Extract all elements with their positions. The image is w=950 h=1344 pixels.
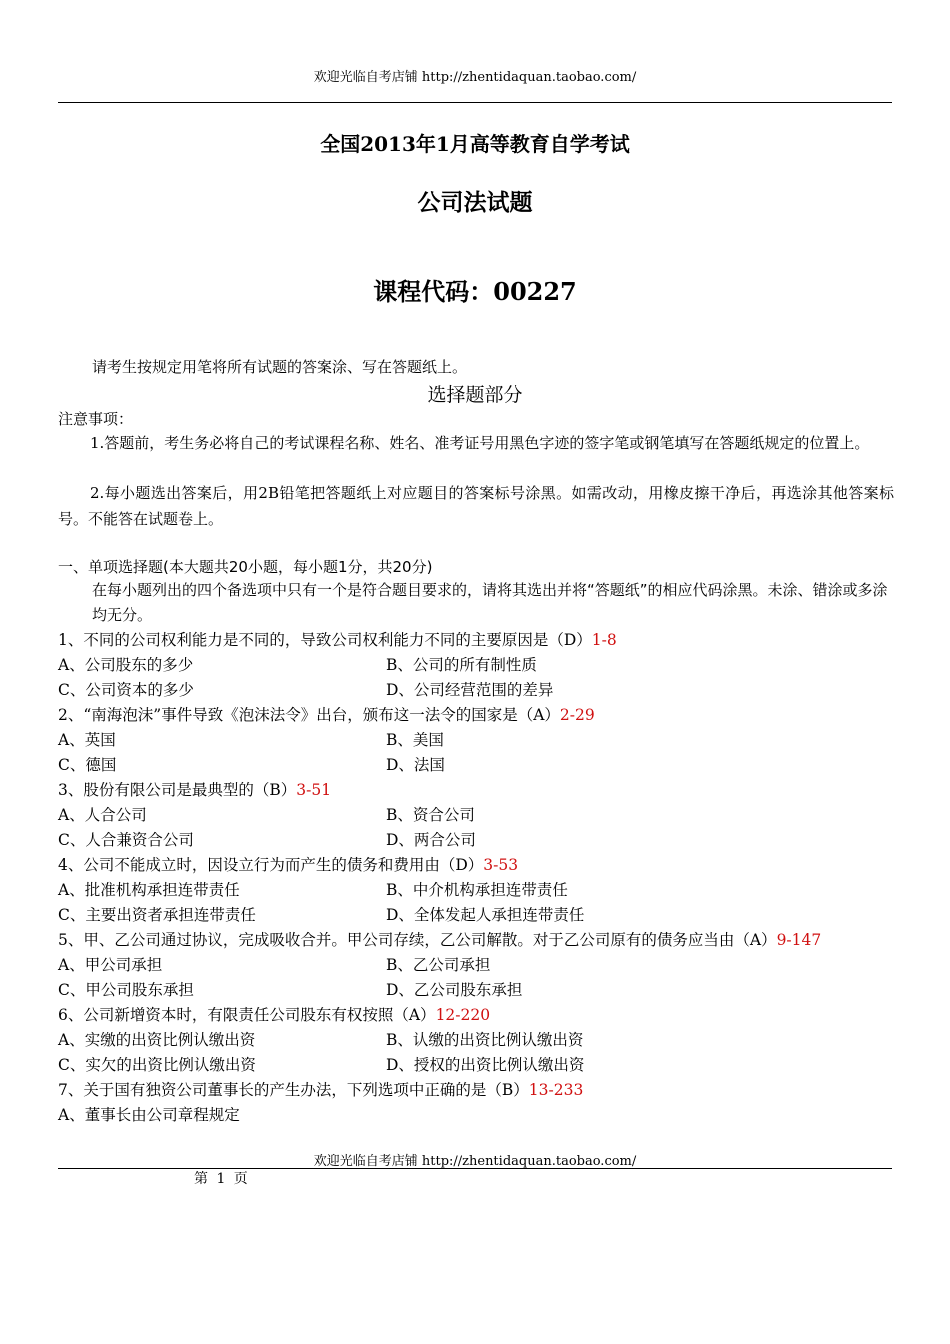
question-text: 5、甲、乙公司通过协议，完成吸收合并。甲公司存续，乙公司解散。对于乙公司原有的债务应当由（A）	[58, 931, 777, 949]
answer-option: C、实欠的出资比例认缴出资	[58, 1056, 256, 1074]
answer-option: A、公司股东的多少	[58, 656, 194, 674]
answer-option: D、公司经营范围的差异	[386, 681, 554, 699]
option-row	[58, 828, 894, 853]
answer-option: D、乙公司股东承担	[386, 981, 523, 999]
question-text: 7、关于国有独资公司董事长的产生办法，下列选项中正确的是（B）	[58, 1081, 529, 1099]
question-stem	[58, 628, 894, 653]
answer-option: B、乙公司承担	[386, 956, 491, 974]
option-row	[58, 1028, 894, 1053]
answer-reference: 13-233	[528, 1081, 584, 1099]
option-row	[58, 878, 894, 903]
question-text: 6、公司新增资本时，有限责任公司股东有权按照（A）	[58, 1006, 436, 1024]
question-text: 1、不同的公司权利能力是不同的，导致公司权利能力不同的主要原因是（D）	[58, 631, 592, 649]
question-stem	[58, 1078, 894, 1103]
answer-option: A、甲公司承担	[58, 956, 163, 974]
header-divider	[58, 102, 892, 103]
option-row	[58, 978, 894, 1003]
note-item-1: 1.答题前，考生务必将自己的考试课程名称、姓名、准考证号用黑色字迹的签字笔或钢笔填写在答题纸规定的位置上。	[90, 434, 870, 452]
answer-option: D、授权的出资比例认缴出资	[386, 1056, 585, 1074]
question-text: 4、公司不能成立时，因设立行为而产生的债务和费用由（D）	[58, 856, 484, 874]
answer-option: C、人合兼资合公司	[58, 831, 194, 849]
option-row	[58, 953, 894, 978]
question-stem	[58, 703, 894, 728]
question-text: 2、“南海泡沫”事件导致《泡沫法令》出台，颁布这一法令的国家是（A）	[58, 706, 560, 724]
footer-divider	[58, 1168, 892, 1169]
answer-option: A、人合公司	[58, 806, 147, 824]
option-row	[58, 1053, 894, 1078]
answer-option: D、两合公司	[386, 831, 476, 849]
answer-reference: 3-51	[296, 781, 332, 799]
answer-option: B、资合公司	[386, 806, 475, 824]
header-text: 欢迎光临自考店铺 http://zhentidaquan.taobao.com/	[313, 70, 637, 85]
answer-option: D、法国	[386, 756, 445, 774]
option-row	[58, 1103, 894, 1128]
page-number: 第 1 页	[194, 1171, 250, 1187]
intro-instruction: 请考生按规定用笔将所有试题的答案涂、写在答题纸上。	[92, 358, 468, 376]
question-stem	[58, 928, 894, 953]
answer-option: B、公司的所有制性质	[386, 656, 537, 674]
answer-option: C、主要出资者承担连带责任	[58, 906, 256, 924]
part-description: 在每小题列出的四个备选项中只有一个是符合题目要求的，请将其选出并将“答题纸”的相应代码涂黑。未涂、错涂或多涂均无分。	[92, 581, 888, 624]
answer-option: A、实缴的出资比例认缴出资	[58, 1031, 256, 1049]
option-row	[58, 753, 894, 778]
answer-reference: 12-220	[435, 1006, 491, 1024]
answer-reference: 1-8	[591, 631, 617, 649]
answer-option: A、董事长由公司章程规定	[58, 1106, 240, 1124]
option-row	[58, 903, 894, 928]
subject-title: 公司法试题	[417, 189, 533, 216]
note-item-2: 2.每小题选出答案后，用2B铅笔把答题纸上对应题目的答案标号涂黑。如需改动，用橡皮擦干净后，再选涂其他答案标号。不能答在试题卷上。	[58, 484, 894, 528]
question-stem	[58, 853, 894, 878]
notes-label: 注意事项：	[58, 410, 134, 428]
answer-option: C、甲公司股东承担	[58, 981, 194, 999]
question-text: 3、股份有限公司是最典型的（B）	[58, 781, 297, 799]
footer-text: 欢迎光临自考店铺 http://zhentidaquan.taobao.com/	[313, 1154, 637, 1169]
answer-reference: 3-53	[483, 856, 519, 874]
answer-option: B、认缴的出资比例认缴出资	[386, 1031, 584, 1049]
part-title: 一、单项选择题(本大题共20小题，每小题1分，共20分)	[58, 558, 433, 576]
option-row	[58, 803, 894, 828]
answer-option: C、德国	[58, 756, 117, 774]
course-code: 课程代码：00227	[373, 277, 577, 306]
section-heading: 选择题部分	[427, 384, 523, 406]
option-row	[58, 653, 894, 678]
answer-option: B、中介机构承担连带责任	[386, 881, 568, 899]
answer-option: D、全体发起人承担连带责任	[386, 906, 585, 924]
answer-option: C、公司资本的多少	[58, 681, 194, 699]
answer-option: A、批准机构承担连带责任	[58, 881, 240, 899]
question-stem	[58, 1003, 894, 1028]
answer-reference: 9-147	[776, 931, 822, 949]
question-stem	[58, 778, 894, 803]
option-row	[58, 678, 894, 703]
answer-reference: 2-29	[559, 706, 595, 724]
answer-option: A、英国	[58, 731, 116, 749]
question-list	[58, 628, 894, 1128]
answer-option: B、美国	[386, 731, 444, 749]
option-row	[58, 728, 894, 753]
exam-title: 全国2013年1月高等教育自学考试	[320, 132, 630, 156]
